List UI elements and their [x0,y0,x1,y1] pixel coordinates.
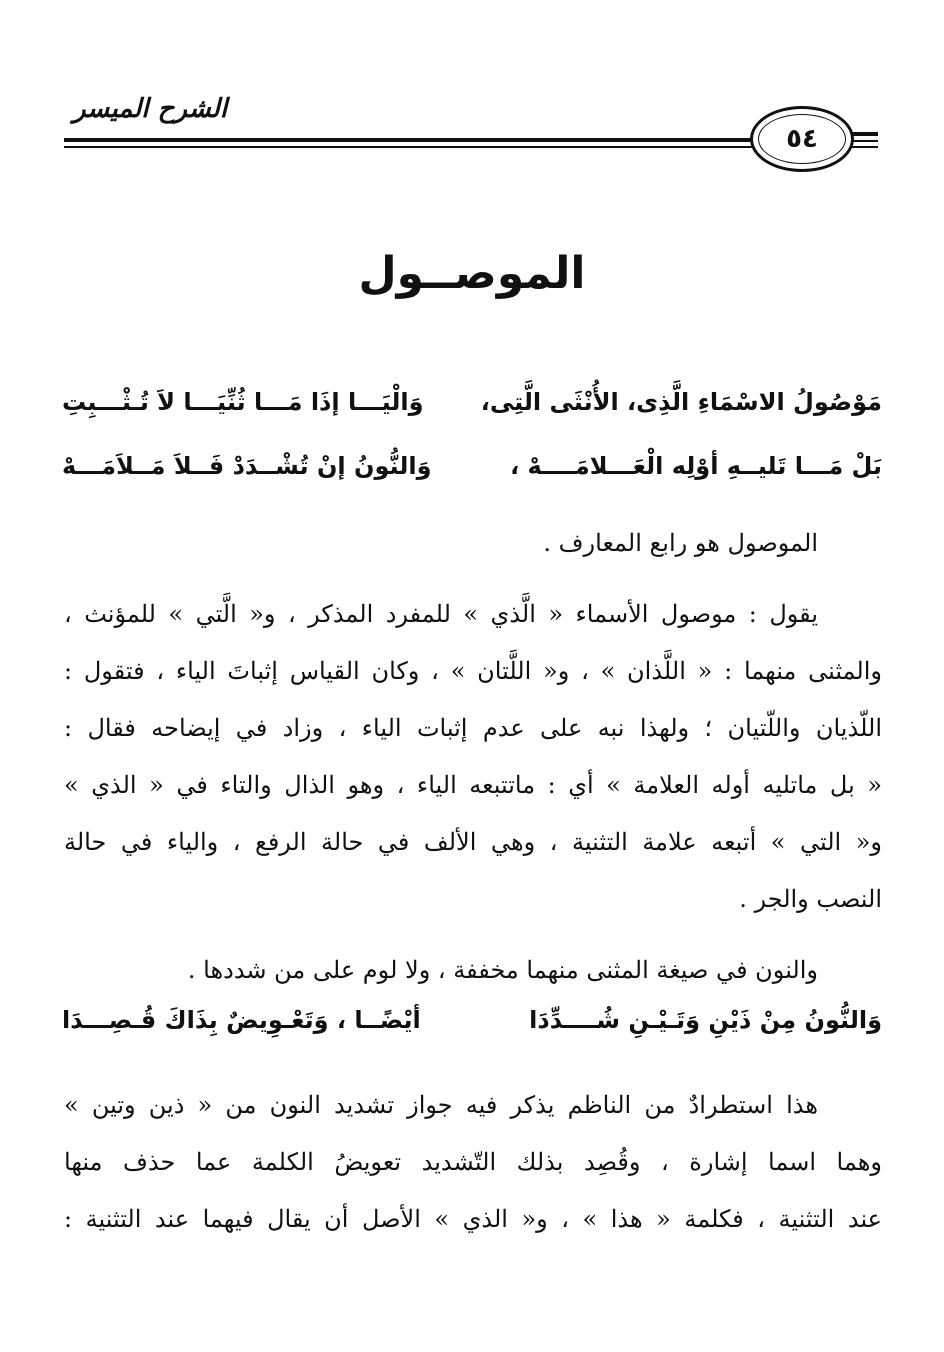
chapter-title: الموصــول [358,248,586,299]
paragraph-line: يقول : موصول الأسماء « الَّذي » للمفرد المذكر ، و« الَّتي » للمؤنث ، [64,600,818,628]
paragraph-line: اللّذيان واللّتيان ؛ ولهذا نبه على عدم إثبات الياء ، وزاد في إيضاحه فقال : [64,714,882,742]
header-rule [64,138,754,142]
verse-hemistich-second: وَالنُّونُ إنْ تُشْــدَدْ فَــلاَ مَــلاَمَـــهْ [62,452,432,480]
paragraph-line: و« التي » أتبعه علامة التثنية ، وهي الألف في حالة الرفع ، والياء في حالة [64,828,882,856]
paragraph [64,942,882,999]
paragraph [64,1077,882,1248]
verse-hemistich-first: مَوْصُولُ الاسْمَاءِ الَّذِى، الأُنْثَى الَّتِى، [480,388,882,416]
header-rule-right-thin [850,140,878,142]
paragraph-line: النصب والجر . [739,885,882,913]
page-header [60,88,880,183]
running-title: الشرح الميسر [72,94,228,124]
paragraph-line: هذا استطرادٌ من الناظم يذكر فيه جواز تشديد النون من « ذين وتين » [64,1091,818,1119]
verse-hemistich-second: أيْضًــا ، وَتَعْـوِيضٌ بِذَاكَ قُـصِـــدَا [62,1006,421,1034]
header-rule-right [850,132,878,136]
verse-line [62,452,882,500]
paragraph-line: والنون في صيغة المثنى منهما مخففة ، ولا لوم على من شددها . [187,956,818,984]
paragraph-line: عند التثنية ، فكلمة « هذا » ، و« الذي » الأصل أن يقال فيهما عند التثنية : [64,1205,882,1233]
header-rule-thin [64,146,754,148]
verse-line [62,1006,882,1054]
verse-hemistich-second: وَالْيَـــا إذَا مَـــا ثُنِّيَـــا لاَ تُـثْـــبِتِ [62,388,424,416]
paragraph-line: وهما اسما إشارة ، وقُصِد بذلك التّشديد تعويضُ الكلمة عما حذف منها [64,1148,882,1176]
paragraph-line: الموصول هو رابع المعارف . [543,529,818,557]
header-rule-right-thin-2 [850,146,878,148]
verse-hemistich-first: بَلْ مَـــا تَليــهِ أوْلِه الْعَـــلامَــــهْ ، [510,452,882,480]
page-number-oval [750,106,854,172]
paragraph-line: والمثنى منهما : « اللَّذان » ، و« اللَّتان » ، وكان القياس إثباتَ الياء ، فتقول : [64,657,882,685]
paragraph-line: « بل ماتليه أوله العلامة » أي : ماتتبعه الياء ، وهو الذال والتاء في « الذي » [64,771,882,799]
paragraph [64,515,882,572]
verse-hemistich-first: وَالنُّونُ مِنْ ذَيْنِ وَتَـيْـنِ شُــــدِّدَا [529,1006,882,1034]
page-number: ٥٤ [786,124,818,154]
paragraph [64,586,882,928]
verse-line [62,388,882,436]
